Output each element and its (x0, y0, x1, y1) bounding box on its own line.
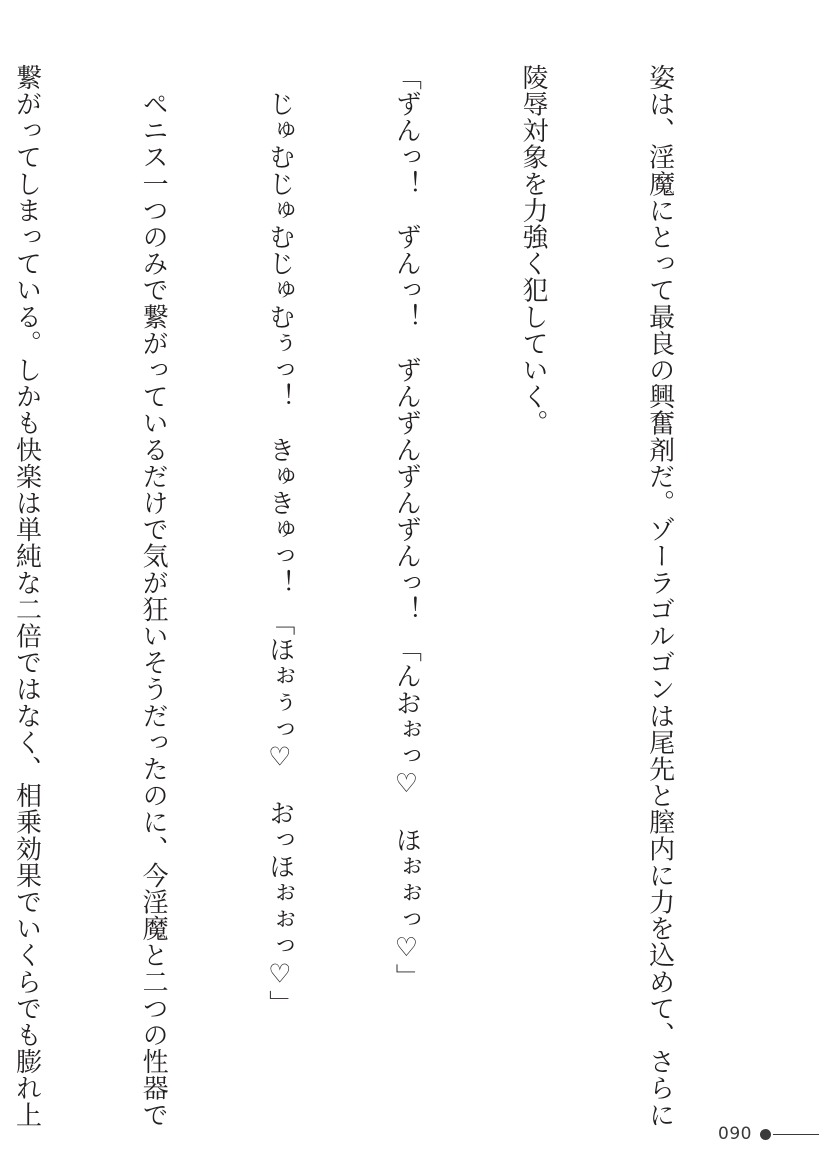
text-line: 繋がってしまっている。しかも快楽は単純な二倍ではなく、相乗効果でいくらでも膨れ上 (11, 64, 42, 1128)
footer-dot-icon (760, 1129, 771, 1140)
page-number: 090 (718, 1124, 752, 1144)
footer-rule (773, 1134, 819, 1135)
vertical-text-body (0, 64, 765, 1134)
text-line: 陵辱対象を力強く犯していく。 (517, 64, 548, 437)
text-line: 姿は、淫魔にとって最良の興奮剤だ。ゾーラゴルゴンは尾先と膣内に力を込めて、さらに (644, 64, 675, 1128)
text-line: じゅむじゅむじゅむぅっ！ きゅきゅっ！ 「ほぉぅっ♡ おっほぉぉっ♡」 (264, 64, 295, 1017)
text-line: 「ずんっ！ ずんっ！ ずんずんずんずんっ！ 「んおぉっ♡ ほぉぉっ♡」 (391, 64, 422, 990)
text-line: ペニス一つのみで繋がっているだけで気が狂いそうだったのに、今淫魔と二つの性器で (138, 64, 169, 1128)
page-footer (718, 1120, 819, 1148)
